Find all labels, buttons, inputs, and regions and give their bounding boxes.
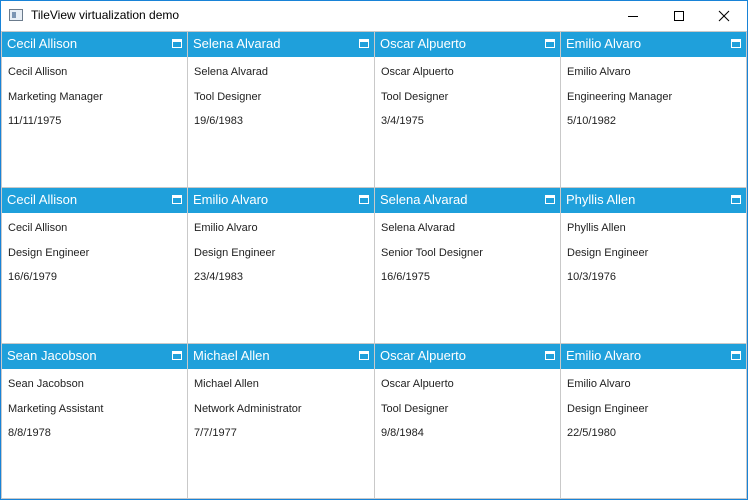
employee-name: Emilio Alvaro [567, 66, 631, 78]
tile-header-title: Emilio Alvaro [566, 348, 642, 363]
employee-job-title: Engineering Manager [567, 91, 673, 103]
employee-date: 16/6/1975 [381, 271, 430, 283]
app-icon [9, 9, 23, 21]
tile-header[interactable] [375, 188, 560, 213]
employee-name: Sean Jacobson [8, 378, 84, 390]
employee-job-title: Marketing Assistant [8, 403, 104, 415]
tile[interactable] [560, 187, 747, 344]
tile-header[interactable] [188, 188, 374, 213]
tile-header-title: Selena Alvarad [193, 36, 281, 51]
window-title: TileView virtualization demo [31, 8, 180, 22]
tile-maximize-icon[interactable] [731, 195, 741, 204]
tile-maximize-icon[interactable] [359, 195, 369, 204]
tile-maximize-icon[interactable] [545, 351, 555, 360]
employee-name: Michael Allen [194, 378, 259, 390]
minimize-icon [627, 10, 639, 22]
tile[interactable] [374, 187, 561, 344]
tile-header-title: Emilio Alvaro [193, 192, 269, 207]
tile-header-title: Emilio Alvaro [566, 36, 642, 51]
minimize-button[interactable] [610, 1, 656, 31]
employee-job-title: Tool Designer [381, 91, 449, 103]
employee-date: 5/10/1982 [567, 115, 616, 127]
tile[interactable] [1, 187, 188, 344]
tile[interactable] [1, 31, 188, 188]
employee-job-title: Senior Tool Designer [381, 247, 483, 259]
tile-maximize-icon[interactable] [172, 39, 182, 48]
tile-header-title: Oscar Alpuerto [380, 348, 466, 363]
employee-job-title: Design Engineer [567, 403, 649, 415]
tile[interactable] [560, 343, 747, 499]
tile-maximize-icon[interactable] [172, 351, 182, 360]
tile-header[interactable] [188, 344, 374, 369]
employee-date: 8/8/1978 [8, 427, 51, 439]
tile[interactable] [187, 187, 375, 344]
tile-maximize-icon[interactable] [172, 195, 182, 204]
tile-header[interactable] [561, 188, 746, 213]
employee-job-title: Design Engineer [567, 247, 649, 259]
employee-name: Oscar Alpuerto [381, 378, 454, 390]
maximize-button[interactable] [656, 1, 702, 31]
tile-header[interactable] [561, 344, 746, 369]
employee-date: 23/4/1983 [194, 271, 243, 283]
tile-header-title: Cecil Allison [7, 36, 78, 51]
employee-job-title: Tool Designer [381, 403, 449, 415]
tile-header-title: Oscar Alpuerto [380, 36, 466, 51]
tile-header-title: Sean Jacobson [7, 348, 97, 363]
employee-name: Selena Alvarad [381, 222, 455, 234]
tile[interactable] [1, 343, 188, 499]
employee-name: Cecil Allison [8, 66, 68, 78]
employee-job-title: Design Engineer [8, 247, 90, 259]
employee-date: 10/3/1976 [567, 271, 616, 283]
employee-name: Selena Alvarad [194, 66, 268, 78]
tile-maximize-icon[interactable] [731, 351, 741, 360]
tile-header[interactable] [561, 32, 746, 57]
title-bar[interactable] [1, 1, 747, 31]
tile-maximize-icon[interactable] [359, 39, 369, 48]
tile-header[interactable] [188, 32, 374, 57]
tile-header-title: Michael Allen [193, 348, 270, 363]
employee-date: 16/6/1979 [8, 271, 57, 283]
close-button[interactable] [701, 1, 747, 31]
employee-date: 19/6/1983 [194, 115, 243, 127]
tile-view [1, 31, 747, 499]
employee-date: 22/5/1980 [567, 427, 616, 439]
tile-maximize-icon[interactable] [545, 39, 555, 48]
tile[interactable] [374, 343, 561, 499]
tile-header[interactable] [2, 344, 187, 369]
tile-maximize-icon[interactable] [731, 39, 741, 48]
employee-name: Oscar Alpuerto [381, 66, 454, 78]
employee-date: 7/7/1977 [194, 427, 237, 439]
tile-header[interactable] [375, 32, 560, 57]
tile[interactable] [187, 343, 375, 499]
employee-name: Cecil Allison [8, 222, 68, 234]
tile[interactable] [187, 31, 375, 188]
employee-name: Emilio Alvaro [194, 222, 258, 234]
tile-maximize-icon[interactable] [545, 195, 555, 204]
tile-header[interactable] [375, 344, 560, 369]
tile[interactable] [560, 31, 747, 188]
employee-date: 9/8/1984 [381, 427, 424, 439]
employee-job-title: Marketing Manager [8, 91, 103, 103]
employee-name: Phyllis Allen [567, 222, 626, 234]
maximize-icon [673, 10, 685, 22]
close-icon [718, 10, 730, 22]
tile-header[interactable] [2, 188, 187, 213]
employee-date: 3/4/1975 [381, 115, 424, 127]
employee-job-title: Tool Designer [194, 91, 262, 103]
tile-header-title: Selena Alvarad [380, 192, 468, 207]
employee-name: Emilio Alvaro [567, 378, 631, 390]
employee-job-title: Network Administrator [194, 403, 302, 415]
tile-header[interactable] [2, 32, 187, 57]
employee-job-title: Design Engineer [194, 247, 276, 259]
tile[interactable] [374, 31, 561, 188]
tile-header-title: Phyllis Allen [566, 192, 636, 207]
employee-date: 11/11/1975 [8, 115, 62, 127]
tile-maximize-icon[interactable] [359, 351, 369, 360]
tile-header-title: Cecil Allison [7, 192, 78, 207]
